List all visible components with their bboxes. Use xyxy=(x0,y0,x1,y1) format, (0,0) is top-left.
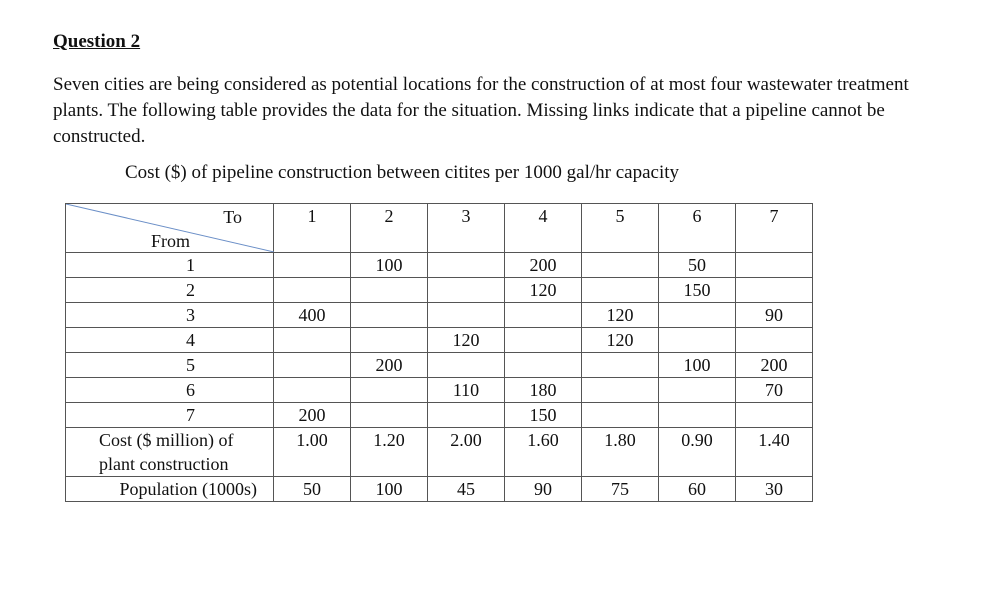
population-cell: 90 xyxy=(505,477,582,502)
cost-cell xyxy=(659,328,736,353)
cost-cell xyxy=(351,303,428,328)
population-cell: 30 xyxy=(736,477,813,502)
table-row xyxy=(66,278,813,303)
cost-cell xyxy=(274,328,351,353)
cost-cell: 120 xyxy=(428,328,505,353)
cost-cell xyxy=(274,353,351,378)
row-from-label: 7 xyxy=(66,403,274,428)
question-title: Question 2 xyxy=(53,31,141,52)
cost-cell: 150 xyxy=(659,278,736,303)
column-header: 3 xyxy=(428,204,505,253)
cost-cell xyxy=(505,328,582,353)
cost-cell: 200 xyxy=(736,353,813,378)
column-header: 1 xyxy=(274,204,351,253)
plant-cost-label xyxy=(66,428,274,477)
population-cell: 100 xyxy=(351,477,428,502)
row-from-label: 6 xyxy=(66,378,274,403)
row-from-label: 5 xyxy=(66,353,274,378)
population-label: Population (1000s) xyxy=(66,477,274,502)
cost-cell xyxy=(428,303,505,328)
plant-cost-cell: 1.80 xyxy=(582,428,659,477)
cost-cell xyxy=(274,378,351,403)
cost-cell xyxy=(505,353,582,378)
cost-cell: 110 xyxy=(428,378,505,403)
cost-cell: 200 xyxy=(351,353,428,378)
cost-cell xyxy=(351,278,428,303)
table-row xyxy=(66,378,813,403)
population-cell: 45 xyxy=(428,477,505,502)
cost-cell xyxy=(351,378,428,403)
column-header: 6 xyxy=(659,204,736,253)
table-row xyxy=(66,253,813,278)
cost-cell: 150 xyxy=(505,403,582,428)
plant-cost-cell: 1.20 xyxy=(351,428,428,477)
column-header: 4 xyxy=(505,204,582,253)
question-intro: Seven cities are being considered as potential locations for the construction of at most four wastewater treatment plants. The following table provides the data for the situation. Missing links indicate that a pipeline cannot be constructed. xyxy=(53,74,909,147)
table-row xyxy=(66,353,813,378)
plant-cost-cell: 1.60 xyxy=(505,428,582,477)
cost-cell: 120 xyxy=(582,328,659,353)
population-cell: 60 xyxy=(659,477,736,502)
plant-cost-label-line: Cost ($ million) of xyxy=(99,430,234,450)
plant-cost-cell: 1.00 xyxy=(274,428,351,477)
plant-cost-cell: 1.40 xyxy=(736,428,813,477)
cost-cell xyxy=(659,403,736,428)
cost-cell: 100 xyxy=(659,353,736,378)
cost-cell xyxy=(582,403,659,428)
corner-from-label: From xyxy=(151,231,191,251)
column-header: 2 xyxy=(351,204,428,253)
population-cell: 75 xyxy=(582,477,659,502)
cost-cell xyxy=(428,403,505,428)
cost-cell xyxy=(736,253,813,278)
cost-cell: 120 xyxy=(582,303,659,328)
cost-cell: 50 xyxy=(659,253,736,278)
row-from-label: 2 xyxy=(66,278,274,303)
plant-cost-label-line: plant construction xyxy=(99,454,229,474)
corner-to-label: To xyxy=(223,207,242,227)
cost-cell: 200 xyxy=(505,253,582,278)
plant-cost-cell: 2.00 xyxy=(428,428,505,477)
column-header: 5 xyxy=(582,204,659,253)
cost-cell xyxy=(659,303,736,328)
cost-cell: 200 xyxy=(274,403,351,428)
cost-cell: 180 xyxy=(505,378,582,403)
population-row xyxy=(66,477,813,502)
row-from-label: 3 xyxy=(66,303,274,328)
cost-cell xyxy=(428,353,505,378)
cost-cell xyxy=(736,328,813,353)
cost-cell xyxy=(582,278,659,303)
table-header-row xyxy=(66,204,813,253)
table-row xyxy=(66,403,813,428)
cost-cell xyxy=(428,253,505,278)
cost-cell: 100 xyxy=(351,253,428,278)
cost-cell xyxy=(736,403,813,428)
cost-cell xyxy=(582,353,659,378)
cost-cell xyxy=(659,378,736,403)
table-row xyxy=(66,328,813,353)
table-caption: Cost ($) of pipeline construction between citites per 1000 gal/hr capacity xyxy=(125,162,679,183)
corner-cell xyxy=(66,204,274,253)
table-row xyxy=(66,303,813,328)
column-header: 7 xyxy=(736,204,813,253)
cost-cell: 90 xyxy=(736,303,813,328)
row-from-label: 4 xyxy=(66,328,274,353)
plant-cost-row xyxy=(66,428,813,477)
cost-cell xyxy=(351,403,428,428)
cost-cell xyxy=(351,328,428,353)
cost-cell xyxy=(505,303,582,328)
cost-cell xyxy=(274,253,351,278)
pipeline-cost-table xyxy=(65,203,813,502)
cost-cell: 120 xyxy=(505,278,582,303)
population-cell: 50 xyxy=(274,477,351,502)
cost-cell xyxy=(428,278,505,303)
cost-cell xyxy=(274,278,351,303)
cost-cell: 70 xyxy=(736,378,813,403)
cost-cell xyxy=(736,278,813,303)
cost-cell xyxy=(582,253,659,278)
row-from-label: 1 xyxy=(66,253,274,278)
cost-cell xyxy=(582,378,659,403)
cost-cell: 400 xyxy=(274,303,351,328)
plant-cost-cell: 0.90 xyxy=(659,428,736,477)
